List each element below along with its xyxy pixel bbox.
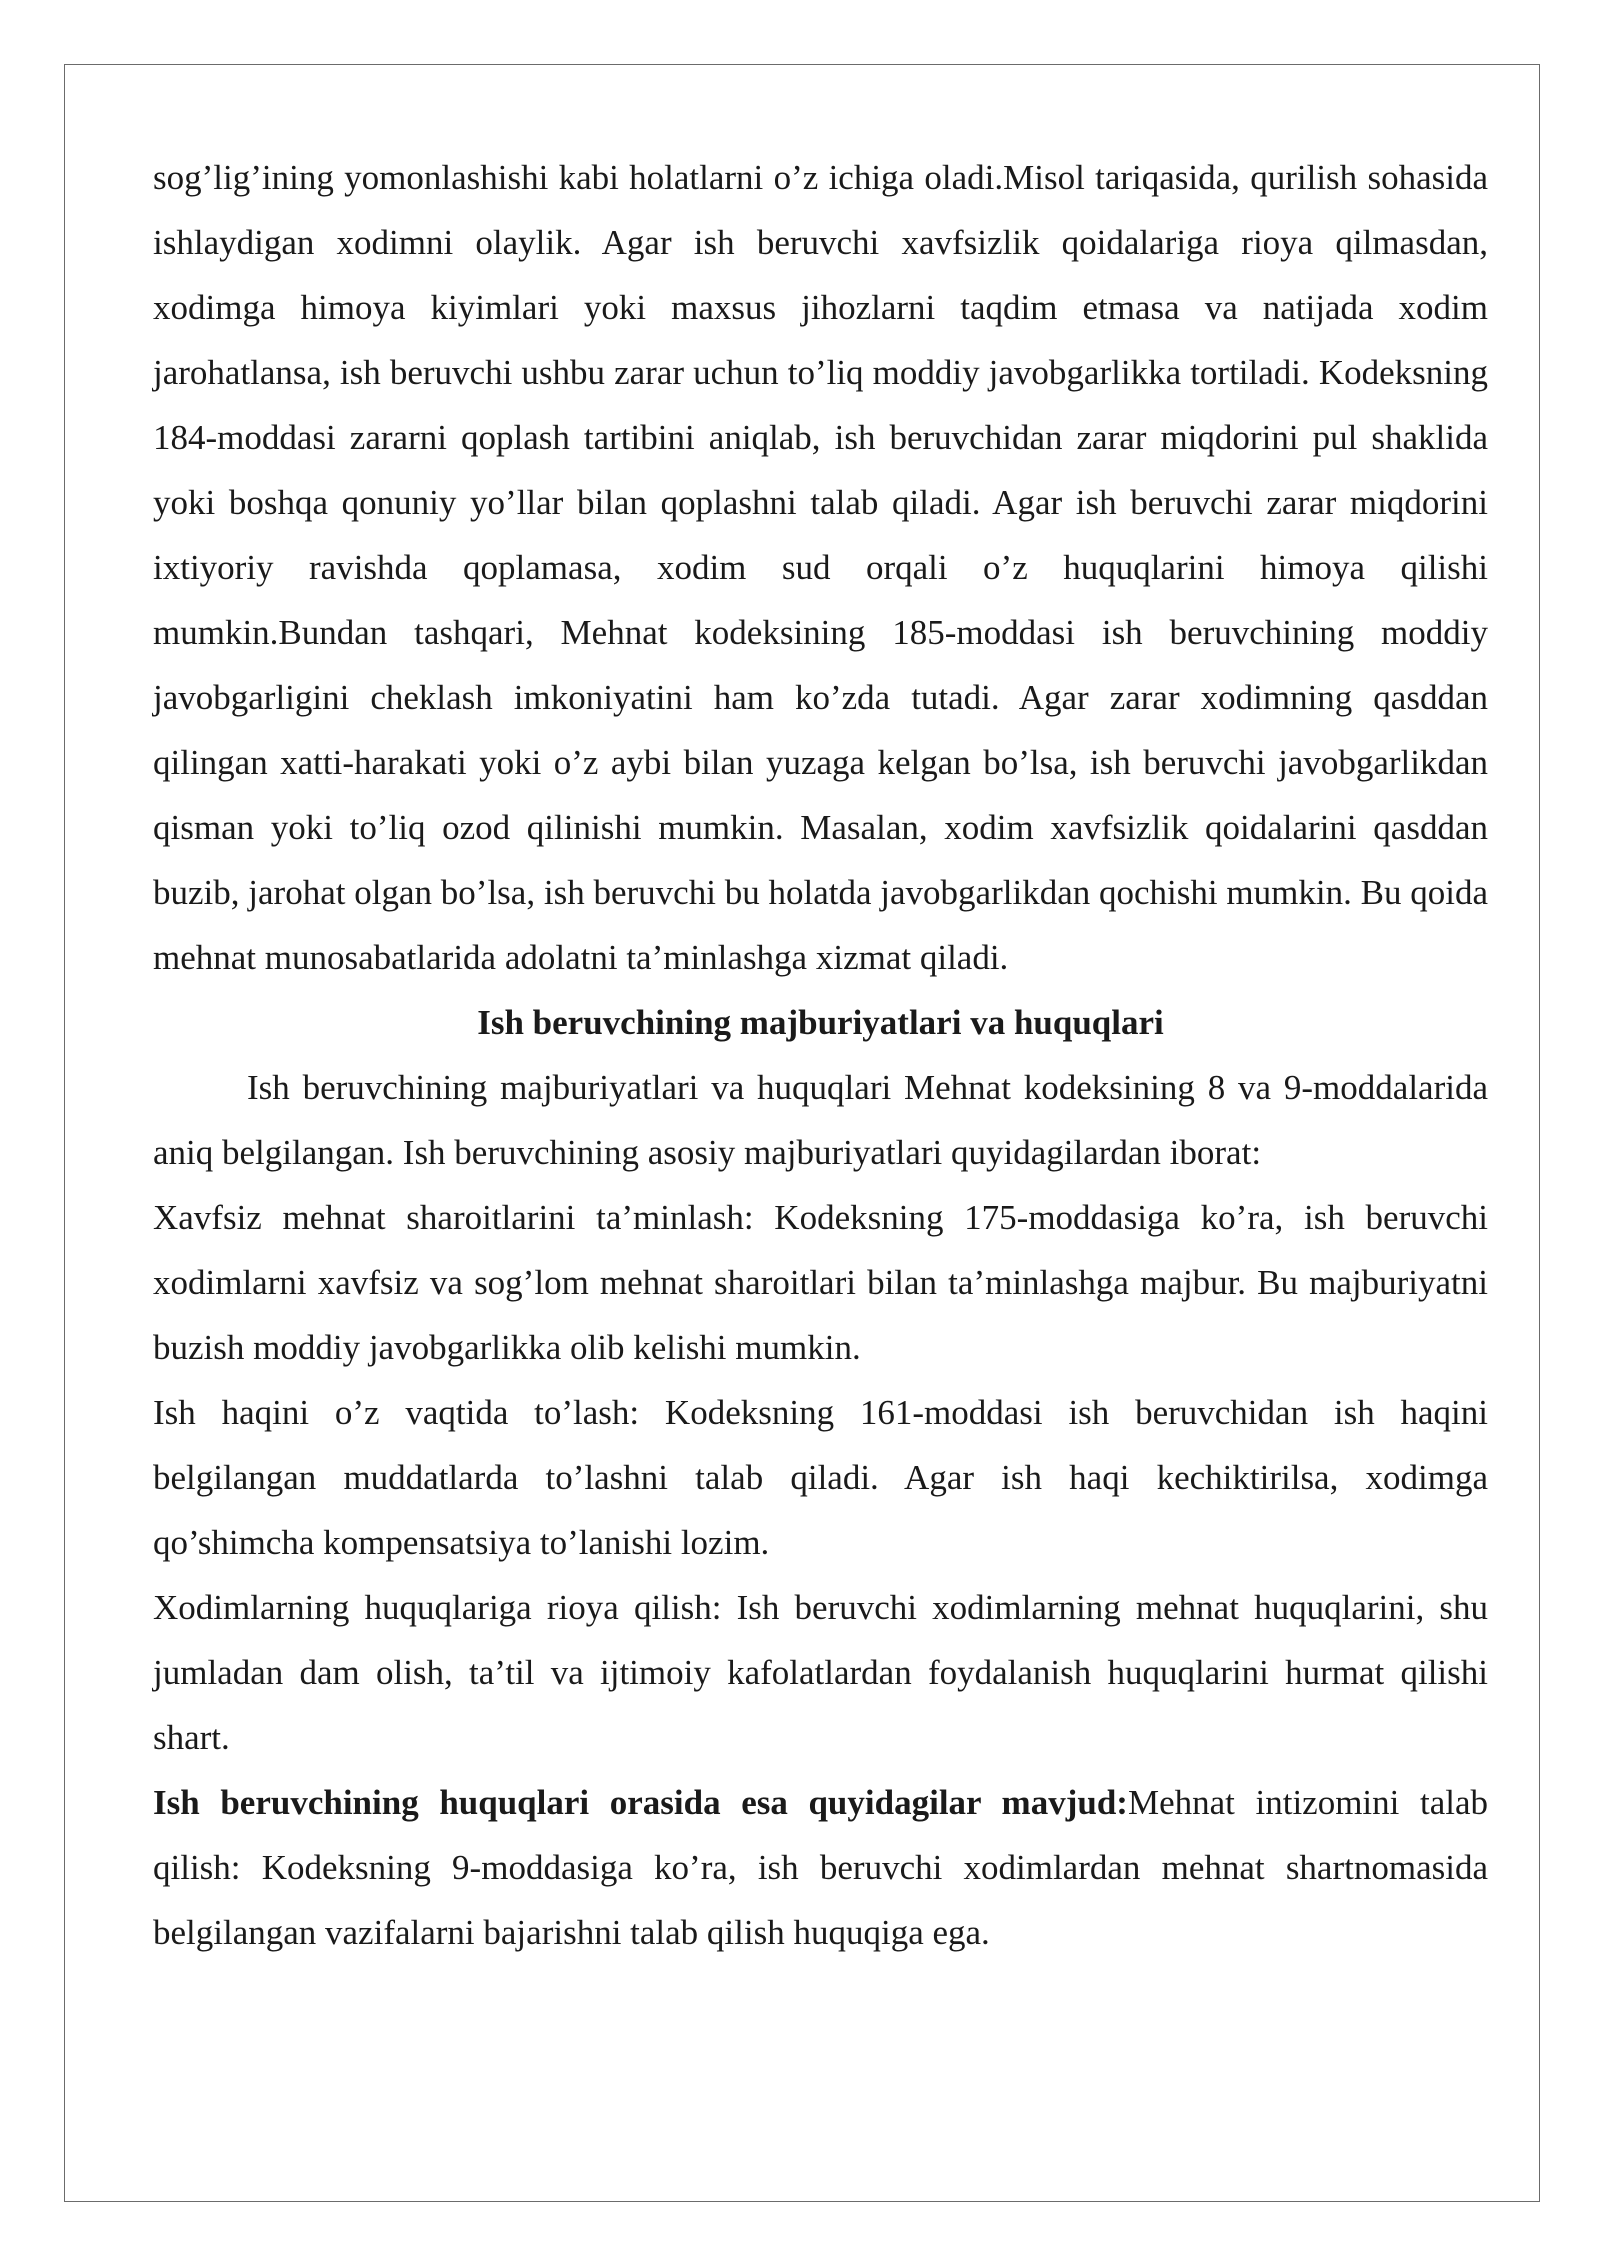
paragraph-obligations-intro: Ish beruvchining majburiyatlari va huquqlari Mehnat kodeksining 8 va 9-moddalarida aniq belgilangan. Ish beruvchining asosiy majburiyatlari quyidagilardan iborat:: [153, 1068, 1488, 1172]
paragraph-safe-conditions: Xavfsiz mehnat sharoitlarini ta’minlash: Kodeksning 175-moddasiga ko’ra, ish beruvchi xodimlarni xavfsiz va sog’lom mehnat sharoitlari bilan ta’minlashga majbur. Bu majburiyatni buzish moddiy javobgarlikka olib kelishi mumkin.: [153, 1198, 1488, 1367]
employer-rights-lead: Ish beruvchining huquqlari orasida esa quyidagilar mavjud:: [153, 1783, 1128, 1822]
paragraph-employer-rights: [153, 1770, 1488, 1965]
document-body: [153, 145, 1488, 1965]
paragraph-liability-example: sog’lig’ining yomonlashishi kabi holatlarni o’z ichiga oladi.Misol tariqasida, qurilish sohasida ishlaydigan xodimni olaylik. Agar ish beruvchi xavfsizlik qoidalariga rioya qilmasdan, xodimga himoya kiyimlari yoki maxsus jihozlarni taqdim etmasa va natijada xodim jarohatlansa, ish beruvchi ushbu zarar uchun to’liq moddiy javobgarlikka tortiladi. Kodeksning 184-moddasi zararni qoplash tartibini aniqlab, ish beruvchidan zarar miqdorini pul shaklida yoki boshqa qonuniy yo’llar bilan qoplashni talab qiladi. Agar ish beruvchi zarar miqdorini ixtiyoriy ravishda qoplamasa, xodim sud orqali o’z huquqlarini himoya qilishi mumkin.Bundan tashqari, Mehnat kodeksining 185-moddasi ish beruvchining moddiy javobgarligini cheklash imkoniyatini ham ko’zda tutadi. Agar zarar xodimning qasddan qilingan xatti-harakati yoki o’z aybi bilan yuzaga kelgan bo’lsa, ish beruvchi javobgarlikdan qisman yoki to’liq ozod qilinishi mumkin. Masalan, xodim xavfsizlik qoidalarini qasddan buzib, jarohat olgan bo’lsa, ish beruvchi bu holatda javobgarlikdan qochishi mumkin. Bu qoida mehnat munosabatlarida adolatni ta’minlashga xizmat qiladi.: [153, 158, 1488, 977]
section-heading: Ish beruvchining majburiyatlari va huquqlari: [477, 1003, 1164, 1042]
paragraph-employee-rights: Xodimlarning huquqlariga rioya qilish: Ish beruvchi xodimlarning mehnat huquqlarini, shu jumladan dam olish, ta’til va ijtimoiy kafolatlardan foydalanish huquqlarini hurmat qilishi shart.: [153, 1588, 1488, 1757]
employer-rights-text: Mehnat intizomini talab qilish: Kodeksning 9-moddasiga ko’ra, ish beruvchi xodimlardan mehnat shartnomasida belgilangan vazifalarni bajarishni talab qilish huquqiga ega.: [153, 1783, 1489, 1952]
paragraph-wage-payment: Ish haqini o’z vaqtida to’lash: Kodeksning 161-moddasi ish beruvchidan ish haqini belgilangan muddatlarda to’lashni talab qiladi. Agar ish haqi kechiktirilsa, xodimga qo’shimcha kompensatsiya to’lanishi lozim.: [153, 1393, 1488, 1562]
